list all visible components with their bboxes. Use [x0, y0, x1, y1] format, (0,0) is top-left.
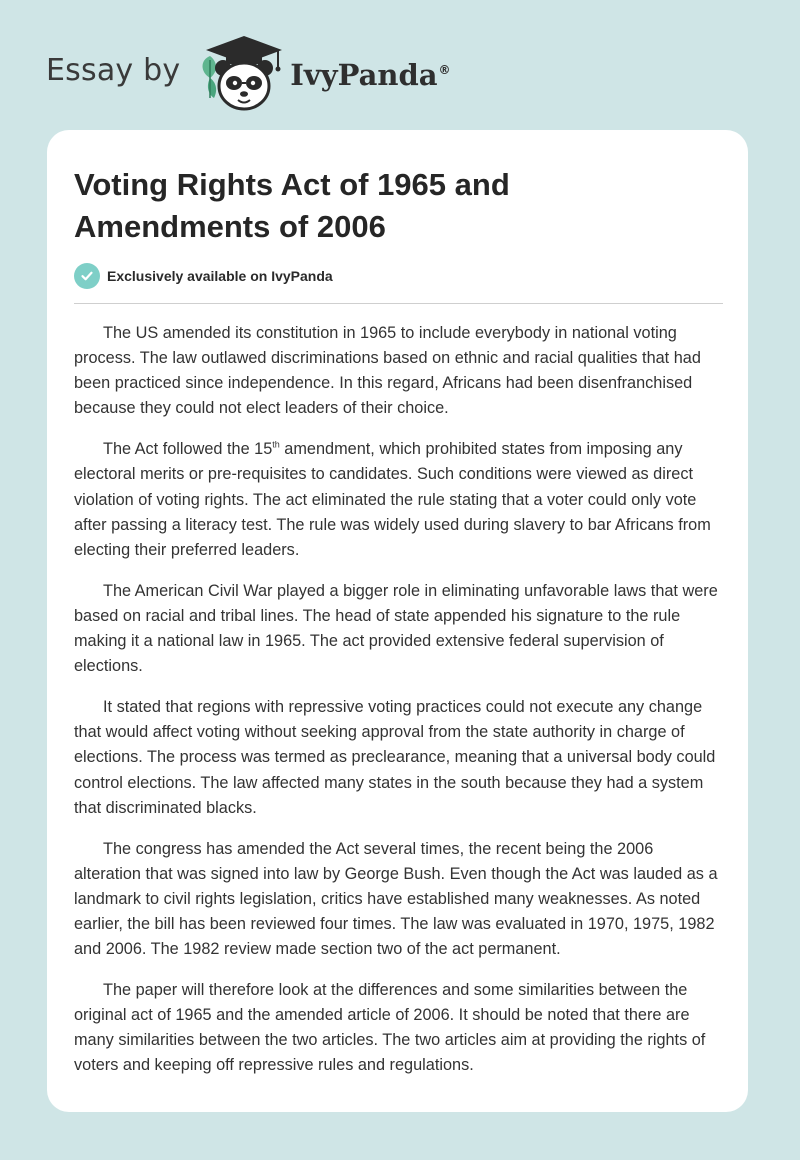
paragraph: The Act followed the 15th amendment, which prohibited states from imposing any electoral merits or pre-requisites to candidates. Such conditions were viewed as direct violation of voting rights. The act eliminated the rule stating that a voter could only vote after passing a literacy test. The rule was widely used during slavery to bar Africans from electing their preferred leaders. — [74, 439, 711, 559]
paragraph: The American Civil War played a bigger role in eliminating unfavorable laws that were based on racial and tribal lines. The head of state appended his signature to the rule making it a national law in 1965. The act provided extensive federal supervision of elections. — [74, 581, 718, 676]
essay-body — [74, 321, 724, 1095]
paragraph: The paper will therefore look at the differences and some similarities between the original act of 1965 and the amended article of 2006. It should be noted that there are many similarities between the two articles. The two articles aim at providing the rights of voters and keeping off repressive rules and regulations. — [74, 981, 706, 1075]
essay-by-label: Essay by — [46, 52, 181, 88]
site-header — [46, 34, 451, 114]
registered-mark: ® — [438, 63, 451, 78]
superscript: th — [272, 439, 280, 450]
essay-card — [47, 130, 748, 1112]
divider — [74, 303, 723, 304]
paragraph: The congress has amended the Act several times, the recent being the 2006 alteration that was signed into law by George Bush. Even though the Act was lauded as a landmark to civil rights legislation, critics have established many weaknesses. As noted earlier, the bill has been reviewed four times. The law was evaluated in 1970, 1975, 1982 and 2006. The 1982 review made section two of the act permanent. — [74, 839, 718, 959]
page-title: Voting Rights Act of 1965 and Amendments of 2006 — [74, 167, 510, 244]
exclusive-badge — [74, 263, 333, 289]
exclusive-label: Exclusively available on IvyPanda — [107, 268, 333, 284]
paragraph: The US amended its constitution in 1965 to include everybody in national voting process. The law outlawed discriminations based on ethnic and racial qualities that had been practiced since independence. In this regard, Africans had been disenfranchised because they could not elect leaders of their choice. — [74, 324, 701, 418]
brand-name[interactable]: IvyPanda® — [290, 58, 451, 92]
check-circle-icon — [74, 263, 100, 289]
paragraph: It stated that regions with repressive voting practices could not execute any change that would affect voting without seeking approval from the state authority in charge of elections. The process was termed as preclearance, meaning that a universal body could control elections. The law affected many states in the south because they had a system that discriminated blacks. — [74, 698, 716, 817]
panda-logo-icon[interactable] — [196, 34, 288, 114]
